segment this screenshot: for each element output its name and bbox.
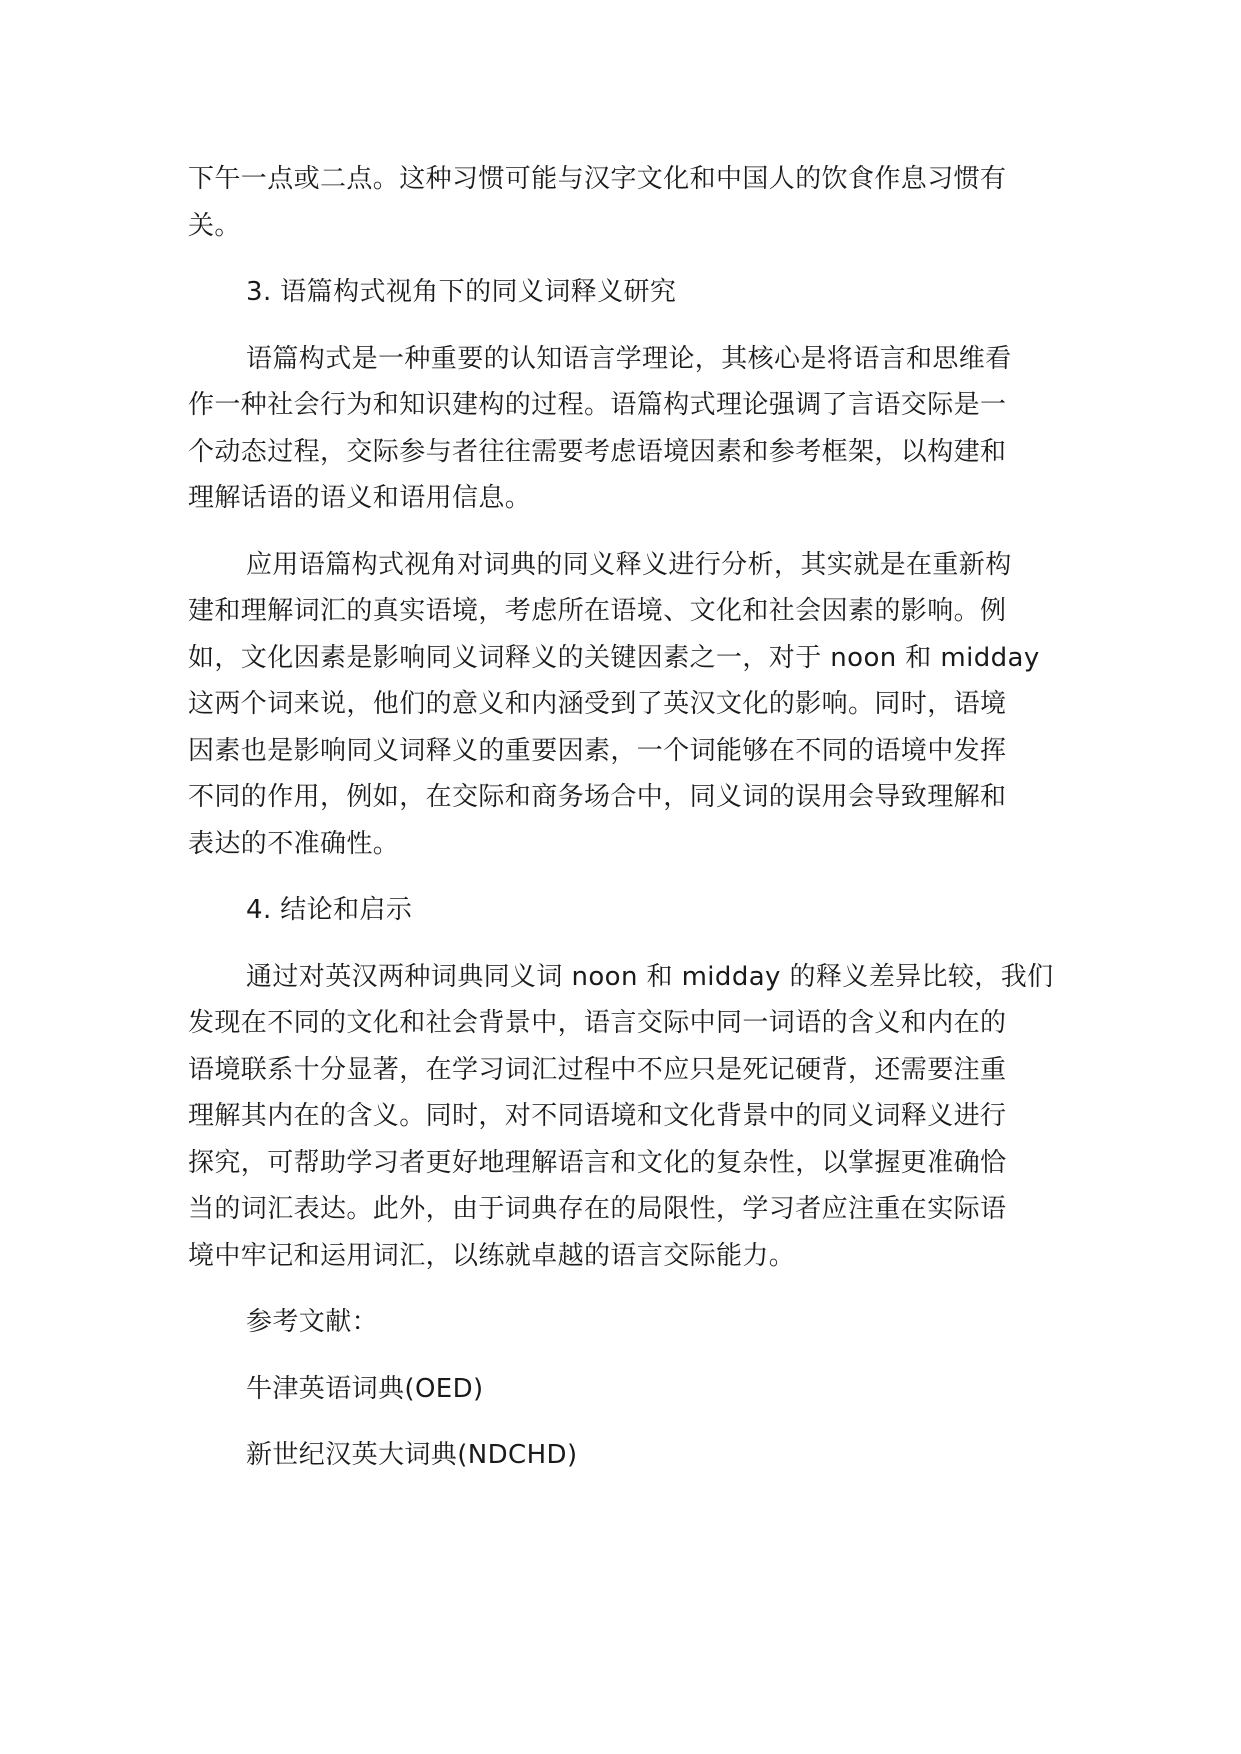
text-line: 表达的不准确性。: [188, 828, 400, 859]
paragraph-discourse-construction: [188, 336, 1048, 522]
text-line: 下午一点或二点。这种习惯可能与汉字文化和中国人的饮食作息习惯有: [188, 164, 1007, 194]
section-heading-3: [188, 269, 1048, 316]
text-line: 作一种社会行为和知识建构的过程。语篇构式理论强调了言语交际是一: [188, 390, 1007, 420]
text-line: 境中牢记和运用词汇，以练就卓越的语言交际能力。: [188, 1240, 796, 1271]
heading-text: 3. 语篇构式视角下的同义词释义研究: [246, 277, 677, 307]
reference-item: [188, 1366, 1048, 1413]
heading-text: 参考文献：: [246, 1307, 379, 1337]
text-line: 语境联系十分显著，在学习词汇过程中不应只是死记硬背，还需要注重: [188, 1054, 1007, 1085]
text-line: 当的词汇表达。此外，由于词典存在的局限性，学习者应注重在实际语: [188, 1194, 1007, 1224]
text-line: 应用语篇构式视角对词典的同义释义进行分析，其实就是在重新构: [246, 549, 1012, 580]
paragraph-application: [188, 542, 1048, 868]
text-line: 建和理解词汇的真实语境，考虑所在语境、文化和社会因素的影响。例: [188, 596, 1007, 626]
text-line: 理解话语的语义和语用信息。: [188, 483, 532, 513]
text-line: 不同的作用，例如，在交际和商务场合中，同义词的误用会导致理解和: [188, 782, 1007, 812]
paragraph-continuation: [188, 156, 1048, 249]
document-page: [188, 156, 1054, 1499]
text-line: 理解其内在的含义。同时，对不同语境和文化背景中的同义词释义进行: [188, 1101, 1007, 1131]
reference-text: 新世纪汉英大词典(NDCHD): [246, 1440, 578, 1470]
text-line: 通过对英汉两种词典同义词 noon 和 midday 的释义差异比较，我们: [246, 961, 1054, 992]
text-line: 语篇构式是一种重要的认知语言学理论，其核心是将语言和思维看: [246, 343, 1012, 374]
heading-text: 4. 结论和启示: [246, 895, 413, 925]
paragraph-conclusion: [188, 954, 1054, 1280]
text-line: 关。: [188, 210, 241, 241]
text-line: 因素也是影响同义词释义的重要因素，一个词能够在不同的语境中发挥: [188, 735, 1007, 766]
text-line: 如，文化因素是影响同义词释义的关键因素之一，对于 noon 和 midday: [188, 642, 1040, 673]
text-line: 探究，可帮助学习者更好地理解语言和文化的复杂性，以掌握更准确恰: [188, 1147, 1007, 1178]
section-heading-4: [188, 887, 1048, 934]
references-heading: [188, 1299, 1048, 1346]
text-line: 个动态过程，交际参与者往往需要考虑语境因素和参考框架，以构建和: [188, 436, 1007, 467]
reference-item: [188, 1432, 1048, 1479]
text-line: 这两个词来说，他们的意义和内涵受到了英汉文化的影响。同时，语境: [188, 689, 1007, 719]
reference-text: 牛津英语词典(OED): [246, 1373, 484, 1404]
text-line: 发现在不同的文化和社会背景中，语言交际中同一词语的含义和内在的: [188, 1008, 1007, 1038]
